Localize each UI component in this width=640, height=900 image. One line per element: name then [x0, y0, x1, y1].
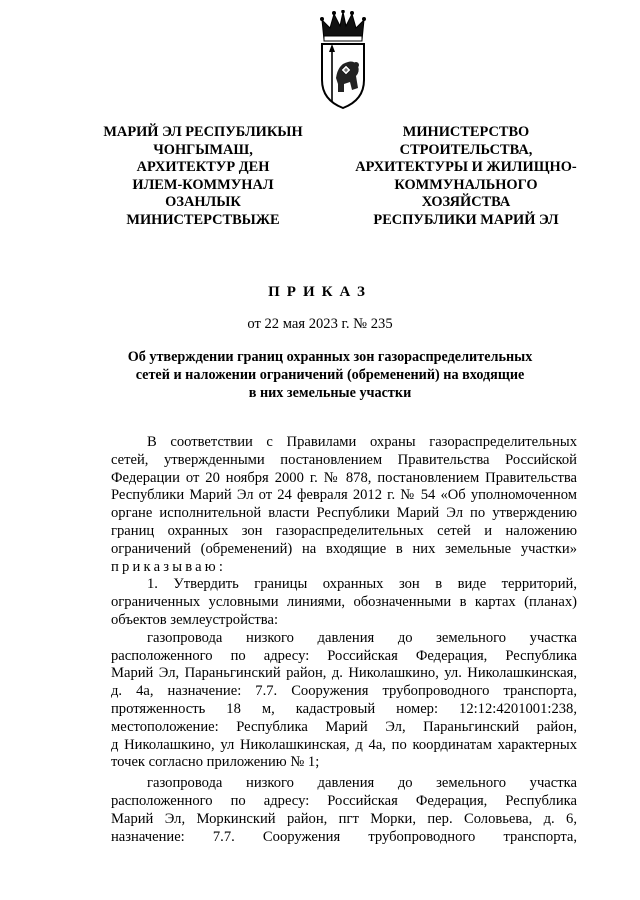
issuer-line: ХОЗЯЙСТВА — [421, 194, 511, 211]
body-line: объектов землеустройства: — [111, 611, 278, 628]
coat-of-arms-icon — [316, 10, 370, 110]
document-date-number: от 22 мая 2023 г. № 235 — [247, 316, 393, 332]
issuer-line: МИНИСТЕРСТВЫЖЕ — [126, 211, 280, 228]
issuer-line: МАРИЙ ЭЛ РЕСПУБЛИКЫН — [103, 124, 303, 140]
body-line: 1. Утвердить границы охранных зон в виде территорий, — [147, 576, 577, 593]
body-line: расположенного по адресу: Российская Федерация, Республика — [111, 647, 577, 664]
document-title: ПРИКАЗ — [268, 284, 372, 300]
body-line: границ охранных зон газораспределительных сетей и наложению — [111, 522, 577, 539]
body-line: назначение: 7.7. Сооружения трубопроводного транспорта, — [111, 828, 577, 845]
issuer-line: КОММУНАЛЬНОГО — [394, 176, 538, 193]
body-line: Марий Эл, Моркинский район, пгт Морки, пер. Соловьева, д. 6, — [111, 810, 577, 827]
body-line: местоположение: Республика Марий Эл, Параньгинский район, — [111, 718, 577, 735]
issuer-line: АРХИТЕКТУР ДЕН — [136, 159, 270, 176]
document-subject — [95, 348, 565, 402]
issuer-line: СТРОИТЕЛЬСТВА, — [399, 141, 533, 158]
issuer-line: МИНИСТЕРСТВО — [402, 124, 530, 140]
body-line: ограниченных условными линиями, обозначенными в картах (планах) — [111, 594, 577, 611]
issuer-line: ОЗАНЛЫК — [165, 194, 241, 211]
body-line: Марий Эл, Параньгинский район, д. Николашкино, ул. Николашкинская, — [111, 665, 577, 682]
body-line: протяженность 18 м, кадастровый номер: 12:12:4201001:238, — [111, 700, 577, 717]
body-line: Федерации от 20 ноября 2000 г. № 878, постановлением Правительства — [111, 469, 577, 486]
body-line: ограничений (обременений) на входящие в них земельные участки» — [111, 540, 577, 557]
body-line: д. 4а, назначение: 7.7. Сооружения трубопроводного транспорта, — [111, 683, 577, 700]
issuer-line: ИЛЕМ-КОММУНАЛ — [132, 176, 274, 193]
document-body — [111, 434, 577, 846]
issuer-line: ЧОНГЫМАШ, — [153, 141, 253, 158]
body-line: точек согласно приложению № 1; — [111, 754, 320, 771]
issuer-name-mari — [100, 124, 306, 230]
issuer-line: РЕСПУБЛИКИ МАРИЙ ЭЛ — [373, 211, 559, 228]
body-line: сетей, утвержденными постановлением Правительства Российской — [111, 451, 577, 468]
order-word: приказываю: — [111, 558, 227, 575]
body-line: Республики Марий Эл от 24 февраля 2012 г. № 54 «Об уполномоченном — [111, 487, 577, 504]
issuer-name-russian — [346, 124, 586, 230]
body-line: В соответствии с Правилами охраны газораспределительных — [147, 434, 577, 450]
subject-line: Об утверждении границ охранных зон газораспределительных — [127, 349, 533, 365]
subject-line: в них земельные участки — [248, 385, 412, 401]
body-line: д Николашкино, ул Николашкинская, д 4а, по координатам характерных — [111, 736, 577, 753]
body-line: расположенного по адресу: Российская Федерация, Республика — [111, 792, 577, 809]
issuer-line: АРХИТЕКТУРЫ И ЖИЛИЩНО- — [355, 159, 577, 176]
body-line: газопровода низкого давления до земельного участка — [147, 775, 577, 792]
body-line: органе исполнительной власти Республики Марий Эл по утверждению — [111, 505, 577, 522]
body-line: газопровода низкого давления до земельного участка — [147, 629, 577, 646]
subject-line: сетей и наложении ограничений (обременений) на входящие — [135, 367, 525, 383]
